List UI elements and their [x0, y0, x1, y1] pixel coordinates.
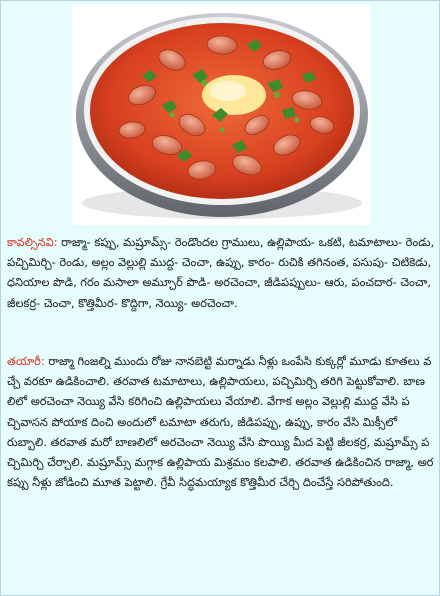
ingredients-label: కావల్సినవి:: [7, 235, 58, 249]
preparation-paragraph: [7, 351, 437, 492]
rajma-curry-bowl-icon: [72, 5, 370, 225]
rajma-curry-photo: [72, 5, 370, 225]
ingredients-text: రాజ్మా- కప్పు, మష్రూమ్స్- రెండొందల గ్రాములు, ఉల్లిపాయ- ఒకటి, టమాటాలు- రెండు, పచ్చిమిర్చి- రెండు, అల్లం వెల్లుల్లి ముద్ద- చెంచా, ఉప్పు, కారం- రుచికి తగినంత, పసుపు- చిటికెడు, ధనియాల పొడి, గరం మసాలా అమ్చూర్ పొడి- అరచెంచా, జీడిపప్పులు- ఆరు, పంచదార- చెంచా, జీలకర్ర- చెంచా, కొత్తిమీర- కొద్దిగా, నెయ్యి- అరచెంచా.: [7, 235, 435, 310]
preparation-text: రాజ్మా గింజల్ని ముందు రోజు నానబెట్టి మర్నాడు నీళ్లు ఒంపేసి కుక్కర్లో మూడు కూతలు వచ్చే వరకూ ఉడికించాలి. తరవాత టమాటాలు, ఉల్లిపాయలు, పచ్చిమిర్చి తరిగి పెట్టుకోవాలి. బాణలిలో అరచెంచా నెయ్యి వేసి కరిగించి ఉల్లిపాయలు వేయాలి. వేగాక అల్లం వెల్లుల్లి ముద్ద వేసి పచ్చివాసన పోయాక దించి అందులో టమాటా తరుగు, జీడిపప్పు, ఉప్పు, కారం వేసి మిక్సీలో రుబ్బాలి. తరవాత మరో బాణలిలో అరచెంచా నెయ్యి వేసి పొయ్యి మీద పెట్టి జీలకర్ర, మష్రూమ్స్ పచ్చిమిర్చి చేర్చాలి. మష్రూమ్స్ మగ్గాక ఉల్లిపాయ మిశ్రమం కలపాలి. తరవాత ఉడికించిన రాజ్మా, అరకప్పు నీళ్లు జోడించి మూత పెట్టాలి. గ్రేవీ సిద్ధమయ్యాక కొత్తిమీర చేర్చి దించేస్తే సరిపోతుంది.: [7, 354, 434, 490]
preparation-label: తయారీ:: [7, 354, 45, 368]
ingredients-paragraph: [7, 232, 437, 313]
